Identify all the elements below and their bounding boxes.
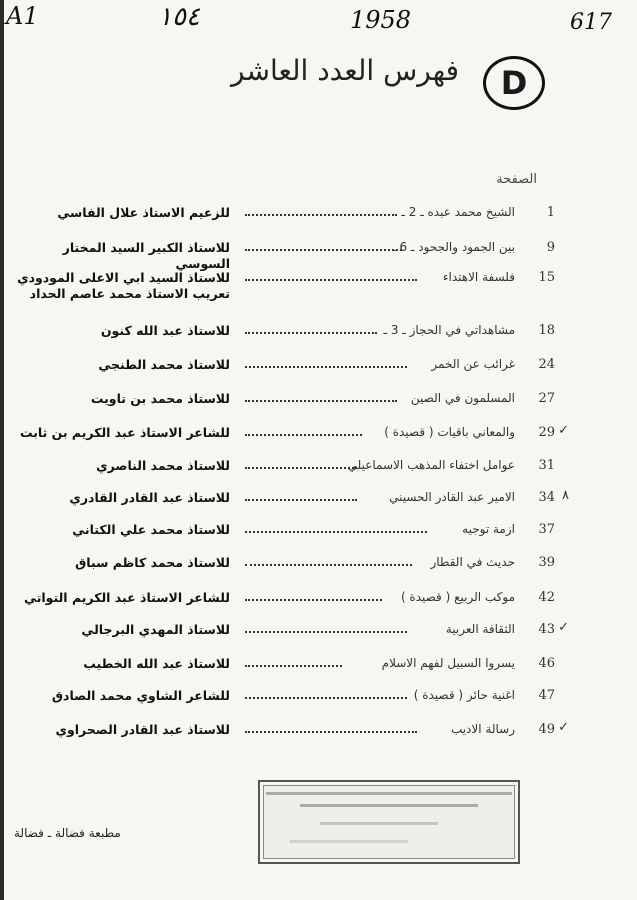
toc-check-mark: ✓ <box>558 620 569 635</box>
toc-page-number: 46 <box>538 656 555 671</box>
toc-article-title: غرائب عن الخمر <box>431 357 515 371</box>
toc-row <box>10 357 555 381</box>
toc-author-line: للاستاذ محمد بن تاويت <box>90 391 230 406</box>
toc-leader-dots <box>245 731 417 733</box>
toc-leader-dots <box>245 531 427 533</box>
toc-author <box>10 590 230 606</box>
toc-article-title: عوامل اختفاء المذهب الاسماعيلي <box>347 458 515 472</box>
toc-article-title: الامير عبد القادر الحسيني <box>389 490 515 504</box>
toc-article-title: موكب الربيع ( قصيدة ) <box>400 590 515 604</box>
toc-author-line: للزعيم الاستاذ علال الفاسي <box>57 205 230 220</box>
toc-row <box>10 522 555 546</box>
toc-page-number: 29 <box>538 425 555 440</box>
toc-article-title: حديث في القطار <box>430 555 515 569</box>
toc-author-line: للاستاذ عبد الله كنون <box>100 323 230 338</box>
toc-page-number: 24 <box>538 357 555 372</box>
toc-author <box>10 270 230 302</box>
toc-page-number: 42 <box>538 590 555 605</box>
toc-article-title: ازمة توجيه <box>462 522 515 536</box>
toc-row <box>10 323 555 347</box>
column-heading: الصفحة <box>496 172 537 187</box>
toc-row <box>10 205 555 229</box>
toc-leader-dots <box>245 332 377 334</box>
toc-leader-dots <box>245 599 382 601</box>
toc-page-number: 9 <box>546 240 555 255</box>
toc-author <box>10 323 230 339</box>
toc-leader-dots <box>245 400 397 402</box>
toc-page-number: 27 <box>538 391 555 406</box>
toc-row <box>10 391 555 415</box>
toc-article-title: المسلمون في الصين <box>410 391 515 405</box>
logo-letter: D <box>500 64 528 102</box>
toc-leader-dots <box>245 214 397 216</box>
handwritten-year: 1958 <box>350 6 412 34</box>
toc-author-line: للاستاذ محمد الناصري <box>96 458 230 473</box>
toc-page-number: 15 <box>538 270 555 285</box>
toc-author <box>10 425 230 441</box>
toc-author-line: للاستاذ عبد القادر الصحراوي <box>55 722 230 737</box>
toc-author-line: للشاعر الاستاذ عبد الكريم التواتي <box>24 590 230 605</box>
toc-author <box>10 490 230 506</box>
toc-page-number: 49 <box>538 722 555 737</box>
toc-author <box>10 205 230 221</box>
toc-author <box>10 555 230 571</box>
toc-article-title: اغنية حائر ( قصيدة ) <box>413 688 515 702</box>
handwritten-page-number: 617 <box>570 10 612 35</box>
toc-row <box>10 656 555 680</box>
toc-row <box>10 488 569 514</box>
toc-author-line: للاستاذ الكبير السيد المختار السوسي <box>62 240 230 271</box>
toc-article-title: بين الجمود والجحود ـ 6 ـ <box>392 240 515 254</box>
toc-article-title: مشاهداتي في الحجاز ـ 3 ـ <box>383 323 515 337</box>
printer-imprint: مطبعة فضالة ـ فضالة <box>14 826 121 840</box>
toc-check-mark: ✓ <box>558 423 569 438</box>
toc-row <box>10 555 555 579</box>
toc-author-line: للشاعر الاستاذ عبد الكريم بن ثابت <box>19 425 230 440</box>
handwritten-arabic-number: ١٥٤ <box>158 2 200 32</box>
toc-author <box>10 522 230 538</box>
toc-check-mark: ٨ <box>562 488 569 503</box>
page-title: فهرس العدد العاشر <box>231 54 459 87</box>
toc-row <box>10 458 555 482</box>
toc-author-line: للاستاذ عبد القادر القادري <box>69 490 230 505</box>
library-stamp <box>258 780 520 864</box>
toc-check-mark: ✓ <box>558 720 569 735</box>
toc-leader-dots <box>245 631 407 633</box>
toc-row <box>10 270 555 301</box>
toc-article-title: الشيخ محمد عبده ـ 2 ـ <box>401 205 515 219</box>
toc-author-line: للاستاذ عبد الله الخطيب <box>83 656 230 671</box>
toc-leader-dots <box>245 366 407 368</box>
toc-author <box>10 458 230 474</box>
toc-leader-dots <box>245 499 357 501</box>
toc-author <box>10 357 230 373</box>
toc-leader-dots <box>245 564 412 566</box>
toc-leader-dots <box>245 434 362 436</box>
toc-author <box>10 722 230 738</box>
toc-author <box>10 622 230 638</box>
toc-author-line: للاستاذ محمد كاظم سباق <box>75 555 230 570</box>
toc-author <box>10 391 230 407</box>
toc-page-number: 43 <box>538 622 555 637</box>
toc-article-title: الثقافة العربية <box>445 622 515 636</box>
scan-edge <box>0 0 4 900</box>
toc-row <box>10 720 569 746</box>
toc-page-number: 34 <box>538 490 555 505</box>
toc-row <box>10 590 555 614</box>
toc-author-line: للاستاذ المهدي البرجالي <box>81 622 230 637</box>
toc-row <box>10 688 555 712</box>
toc-page-number: 1 <box>546 205 555 220</box>
toc-author-line: للشاعر الشاوي محمد الصادق <box>51 688 230 703</box>
logo-badge <box>483 56 545 110</box>
toc-author <box>10 656 230 672</box>
toc-article-title: رسالة الاديب <box>450 722 515 736</box>
toc-author-translator: تعريب الاستاذ محمد عاصم الحداد <box>29 286 230 301</box>
toc-article-title: والمعاني باقيات ( قصيدة ) <box>384 425 515 439</box>
toc-page-number: 37 <box>538 522 555 537</box>
toc-author <box>10 688 230 704</box>
toc-leader-dots <box>245 665 342 667</box>
toc-row <box>10 423 569 449</box>
toc-row <box>10 240 555 271</box>
toc-author-line: للاستاذ السيد ابي الاعلى المودودي <box>17 270 230 285</box>
toc-row <box>10 620 569 646</box>
toc-page-number: 31 <box>538 458 555 473</box>
toc-article-title: يسروا السبيل لفهم الاسلام <box>381 656 515 670</box>
toc-page-number: 39 <box>538 555 555 570</box>
toc-author-line: للاستاذ محمد علي الكتاني <box>72 522 230 537</box>
toc-leader-dots <box>245 467 357 469</box>
toc-page-number: 47 <box>538 688 555 703</box>
handwritten-archive-code: A1 <box>6 2 39 30</box>
toc-article-title: فلسفة الاهتداء <box>442 270 515 284</box>
toc-leader-dots <box>245 279 417 281</box>
toc-author <box>10 240 230 272</box>
toc-leader-dots <box>245 697 407 699</box>
toc-page-number: 18 <box>538 323 555 338</box>
toc-author-line: للاستاذ محمد الطنجي <box>98 357 230 372</box>
toc-leader-dots <box>245 249 402 251</box>
